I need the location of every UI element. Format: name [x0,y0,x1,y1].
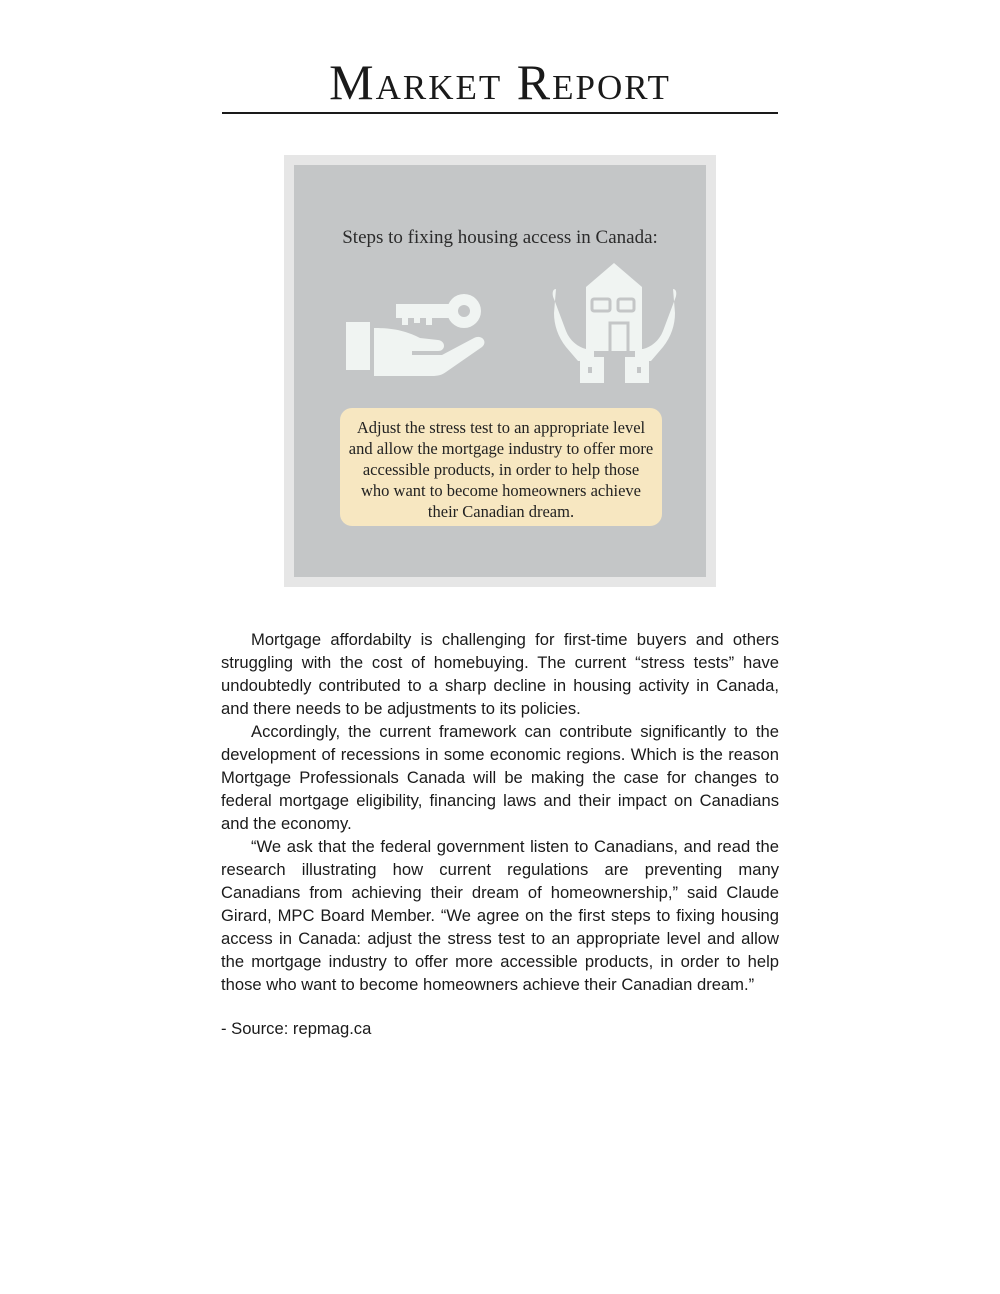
article-paragraph: “We ask that the federal government listen to Canadians, and read the research illustrating how current regulations are preventing many Canadians from achieving their dream of homeownership,” said Claude Girard, MPC Board Member. “We agree on the first steps to fixing housing access in Canada: adjust the stress test to an appropriate level and allow the mortgage industry to offer more accessible products, in order to help those who want to become homeowners achieve their Canadian dream.” [221,837,779,994]
hands-holding-house-icon [552,257,677,385]
infographic-title: Steps to fixing housing access in Canada: [342,227,658,248]
infographic-figure [284,155,716,587]
hand-holding-key-icon [346,292,486,378]
article-body [221,628,779,996]
callout-text: Adjust the stress test to an appropriate level and allow the mortgage industry to offer more accessible products, in order to help those who want to become homeowners achieve their Canadian dream. [348,418,654,521]
infographic-panel [294,165,706,577]
article-paragraph: Accordingly, the current framework can contribute significantly to the development of recessions in some economic regions. Which is the reason Mortgage Professionals Canada will be making the case for changes to federal mortgage eligibility, financing laws and their impact on Canadians and the economy. [221,722,779,833]
page-title: Market Report [329,54,671,110]
masthead [222,52,778,114]
article-paragraph: Mortgage affordabilty is challenging for first-time buyers and others struggling with the cost of homebuying. The current “stress tests” have undoubtedly contributed to a sharp decline in housing activity in Canada, and there needs to be adjustments to its policies. [221,630,779,718]
source-credit: - Source: repmag.ca [221,1019,372,1038]
callout-box [340,408,662,526]
